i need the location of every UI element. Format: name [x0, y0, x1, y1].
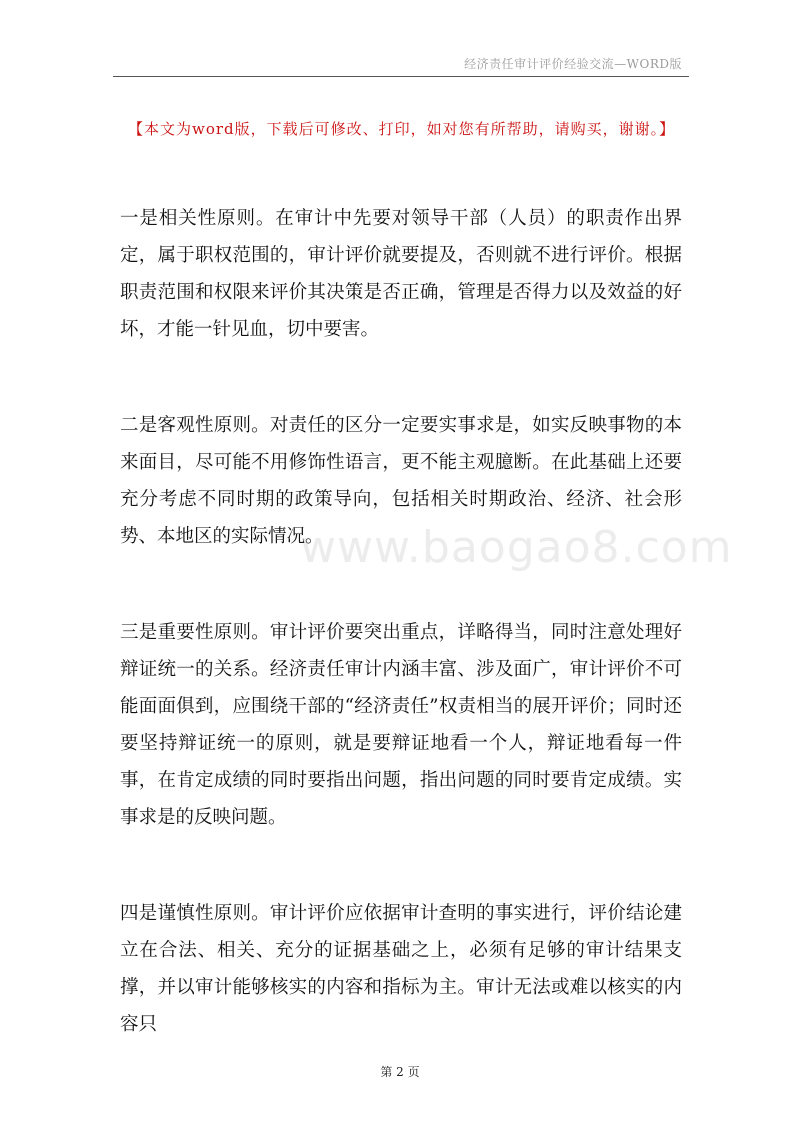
- watermark: www.baogao8.com: [300, 522, 733, 573]
- document-body: [120, 200, 682, 1043]
- paragraph-relevance-principle: 一是相关性原则。在审计中先要对领导干部（人员）的职责作出界定，属于职权范围的，审计评价就要提及，否则就不进行评价。根据职责范围和权限来评价其决策是否正确，管理是否得力以及效益的好坏，才能一针见血，切中要害。: [120, 208, 682, 340]
- page-number: 第 2 页: [380, 1065, 420, 1079]
- paragraph-objectivity-principle: 二是客观性原则。对责任的区分一定要实事求是，如实反映事物的本来面目，尽可能不用修饰性语言，更不能主观臆断。在此基础上还要充分考虑不同时期的政策导向，包括相关时期政治、经济、社会形势、本地区的实际情况。: [120, 415, 682, 547]
- header-divider: [113, 76, 689, 77]
- download-notice: 【本文为word版，下载后可修改、打印，如对您有所帮助，请购买，谢谢。】: [128, 120, 676, 138]
- paragraph-prudence-principle: 四是谨慎性原则。审计评价应依据审计查明的事实进行，评价结论建立在合法、相关、充分的证据基础之上，必须有足够的审计结果支撑，并以审计能够核实的内容和指标为主。审计无法或难以核实的内容只: [120, 903, 682, 1035]
- document-header-title: 经济责任审计评价经验交流—WORD版: [464, 57, 682, 71]
- paragraph-materiality-principle: 三是重要性原则。审计评价要突出重点，详略得当，同时注意处理好辩证统一的关系。经济责任审计内涵丰富、涉及面广，审计评价不可能面面俱到，应围绕干部的“经济责任”权责相当的展开评价；同时还要坚持辩证统一的原则，就是要辩证地看一个人，辩证地看每一件事，在肯定成绩的同时要指出问题，指出问题的同时要肯定成绩。实事求是的反映问题。: [120, 622, 682, 828]
